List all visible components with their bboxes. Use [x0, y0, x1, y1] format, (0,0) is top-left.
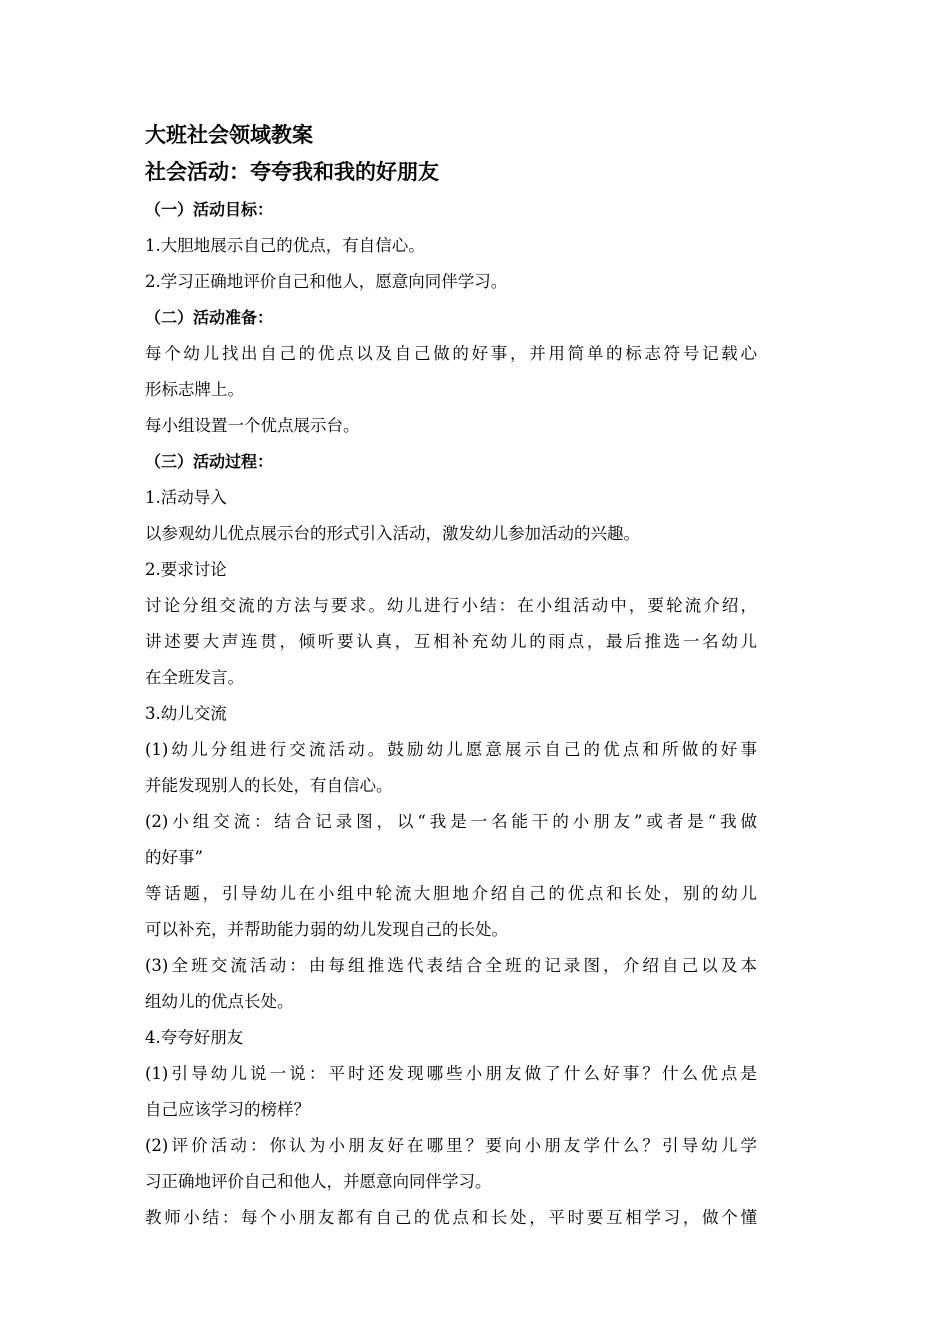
process-paragraph-line: 在全班发言。 — [145, 668, 244, 687]
process-paragraph-line: 可以补充，并帮助能力弱的幼儿发现自己的长处。 — [145, 920, 508, 939]
document-subtitle: 社会活动：夸夸我和我的好朋友 — [145, 160, 439, 184]
process-step-heading: 1.活动导入 — [145, 488, 227, 507]
process-paragraph-line: 讲述要大声连贯，倾听要认真，互相补充幼儿的雨点，最后推选一名幼儿 — [145, 632, 757, 651]
process-step-heading: 4.夸夸好朋友 — [145, 1028, 244, 1047]
process-paragraph-line: 并能发现别人的长处，有自信心。 — [145, 776, 393, 795]
process-paragraph-line: (1)引导幼儿说一说：平时还发现哪些小朋友做了什么好事？什么优点是 — [145, 1064, 757, 1083]
preparation-line: 每个幼儿找出自己的优点以及自己做的好事，并用简单的标志符号记载心 — [145, 344, 757, 363]
process-paragraph-line: 的好事” — [145, 848, 203, 867]
section-heading-process: （三）活动过程： — [145, 452, 274, 471]
preparation-line: 每小组设置一个优点展示台。 — [145, 416, 360, 435]
section-heading-goals: （一）活动目标： — [145, 200, 274, 219]
document-page — [145, 118, 757, 1236]
process-paragraph-line: (3)全班交流活动：由每组推选代表结合全班的记录图，介绍自己以及本 — [145, 956, 757, 975]
process-paragraph-line: (2)小组交流：结合记录图，以“我是一名能干的小朋友”或者是“我做 — [145, 812, 757, 831]
goal-item-2: 2.学习正确地评价自己和他人，愿意向同伴学习。 — [145, 272, 508, 291]
process-paragraph-line: (1)幼儿分组进行交流活动。鼓励幼儿愿意展示自己的优点和所做的好事 — [145, 740, 757, 759]
section-heading-preparation: （二）活动准备： — [145, 308, 274, 327]
process-paragraph-line: 习正确地评价自己和他人，并愿意向同伴学习。 — [145, 1172, 492, 1191]
process-paragraph-line: 组幼儿的优点长处。 — [145, 992, 294, 1011]
process-paragraph-line: 讨论分组交流的方法与要求。幼儿进行小结：在小组活动中，要轮流介绍， — [145, 596, 757, 615]
teacher-summary-line: 教师小结：每个小朋友都有自己的优点和长处，平时要互相学习，做个懂 — [145, 1208, 757, 1227]
process-step-heading: 3.幼儿交流 — [145, 704, 227, 723]
process-step-heading: 2.要求讨论 — [145, 560, 227, 579]
process-paragraph-line: 自己应该学习的榜样？ — [145, 1100, 310, 1119]
preparation-line: 形标志牌上。 — [145, 380, 244, 399]
process-paragraph-line: (2)评价活动：你认为小朋友好在哪里？要向小朋友学什么？引导幼儿学 — [145, 1136, 757, 1155]
process-paragraph-line: 以参观幼儿优点展示台的形式引入活动，激发幼儿参加活动的兴趣。 — [145, 524, 640, 543]
process-paragraph-line: 等话题，引导幼儿在小组中轮流大胆地介绍自己的优点和长处，别的幼儿 — [145, 884, 757, 903]
document-title: 大班社会领域教案 — [145, 123, 313, 147]
goal-item-1: 1.大胆地展示自己的优点，有自信心。 — [145, 236, 425, 255]
